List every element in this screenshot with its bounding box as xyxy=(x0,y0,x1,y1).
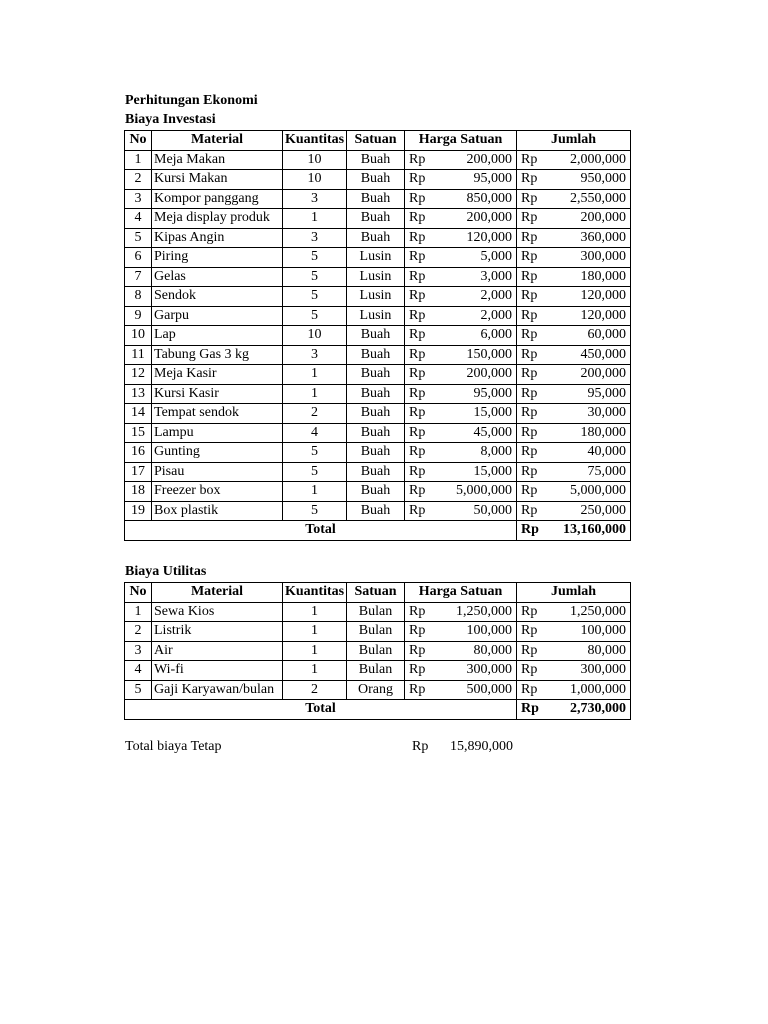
cell-quantity: 1 xyxy=(283,209,347,229)
cell-unit: Bulan xyxy=(347,602,405,622)
cell-quantity: 1 xyxy=(283,482,347,502)
table-row xyxy=(125,345,631,365)
cell-material: Garpu xyxy=(152,306,283,326)
total-amount: 13,160,000 xyxy=(553,521,631,541)
cell-material: Kursi Makan xyxy=(152,170,283,190)
cell-no: 13 xyxy=(125,384,152,404)
cell-amount-currency: Rp xyxy=(517,462,553,482)
cell-price: 50,000 xyxy=(441,501,517,521)
cell-quantity: 10 xyxy=(283,170,347,190)
total-amount: 2,730,000 xyxy=(553,700,631,720)
cell-price: 120,000 xyxy=(441,228,517,248)
cell-unit: Lusin xyxy=(347,306,405,326)
cell-amount-currency: Rp xyxy=(517,345,553,365)
table-row xyxy=(125,326,631,346)
cell-unit: Buah xyxy=(347,482,405,502)
cell-amount-currency: Rp xyxy=(517,482,553,502)
cell-no: 17 xyxy=(125,462,152,482)
cell-price: 80,000 xyxy=(441,641,517,661)
cell-no: 5 xyxy=(125,228,152,248)
cell-quantity: 1 xyxy=(283,365,347,385)
cell-amount: 180,000 xyxy=(553,267,631,287)
investasi-total-row xyxy=(125,521,631,541)
cell-price: 95,000 xyxy=(441,384,517,404)
cell-material: Sewa Kios xyxy=(152,602,283,622)
cell-price-currency: Rp xyxy=(405,404,441,424)
cell-price: 15,000 xyxy=(441,462,517,482)
cell-no: 7 xyxy=(125,267,152,287)
cell-unit: Buah xyxy=(347,345,405,365)
cell-amount-currency: Rp xyxy=(517,443,553,463)
table-row xyxy=(125,443,631,463)
cell-amount-currency: Rp xyxy=(517,306,553,326)
cell-price-currency: Rp xyxy=(405,661,441,681)
cell-price-currency: Rp xyxy=(405,248,441,268)
table-row xyxy=(125,404,631,424)
cell-price-currency: Rp xyxy=(405,602,441,622)
cell-price-currency: Rp xyxy=(405,641,441,661)
total-label: Total xyxy=(125,700,517,720)
cell-quantity: 1 xyxy=(283,384,347,404)
table-row xyxy=(125,661,631,681)
cell-material: Lampu xyxy=(152,423,283,443)
col-header-amount: Jumlah xyxy=(517,131,631,151)
cell-no: 10 xyxy=(125,326,152,346)
col-header-amount: Jumlah xyxy=(517,583,631,603)
cell-price: 200,000 xyxy=(441,209,517,229)
table-row xyxy=(125,384,631,404)
cell-price-currency: Rp xyxy=(405,501,441,521)
cell-amount: 100,000 xyxy=(553,622,631,642)
cell-amount: 250,000 xyxy=(553,501,631,521)
cell-price-currency: Rp xyxy=(405,384,441,404)
table-row xyxy=(125,423,631,443)
cell-material: Wi-fi xyxy=(152,661,283,681)
cell-quantity: 5 xyxy=(283,248,347,268)
cell-amount: 120,000 xyxy=(553,287,631,307)
cell-no: 12 xyxy=(125,365,152,385)
table-row xyxy=(125,189,631,209)
cell-price: 8,000 xyxy=(441,443,517,463)
table-row xyxy=(125,209,631,229)
cell-price-currency: Rp xyxy=(405,345,441,365)
cell-unit: Buah xyxy=(347,189,405,209)
cell-material: Piring xyxy=(152,248,283,268)
cell-no: 8 xyxy=(125,287,152,307)
cell-price: 3,000 xyxy=(441,267,517,287)
table-row xyxy=(125,602,631,622)
cell-amount-currency: Rp xyxy=(517,602,553,622)
table-header-row xyxy=(125,131,631,151)
cell-price-currency: Rp xyxy=(405,622,441,642)
col-header-qty: Kuantitas xyxy=(283,583,347,603)
cell-material: Gelas xyxy=(152,267,283,287)
cell-amount: 300,000 xyxy=(553,661,631,681)
cell-no: 1 xyxy=(125,150,152,170)
cell-price-currency: Rp xyxy=(405,170,441,190)
cell-amount: 120,000 xyxy=(553,306,631,326)
summary-rp: Rp xyxy=(412,739,429,754)
cell-material: Freezer box xyxy=(152,482,283,502)
cell-quantity: 5 xyxy=(283,287,347,307)
cell-price: 1,250,000 xyxy=(441,602,517,622)
utilitas-body xyxy=(125,602,631,700)
col-header-unit: Satuan xyxy=(347,583,405,603)
col-header-qty: Kuantitas xyxy=(283,131,347,151)
cell-amount-currency: Rp xyxy=(517,423,553,443)
cell-amount-currency: Rp xyxy=(517,404,553,424)
cell-amount: 2,550,000 xyxy=(553,189,631,209)
cell-quantity: 10 xyxy=(283,150,347,170)
cell-quantity: 5 xyxy=(283,501,347,521)
cell-price: 150,000 xyxy=(441,345,517,365)
cell-price: 200,000 xyxy=(441,365,517,385)
cell-amount-currency: Rp xyxy=(517,228,553,248)
cell-amount-currency: Rp xyxy=(517,170,553,190)
cell-material: Gaji Karyawan/bulan xyxy=(152,680,283,700)
cell-price: 5,000 xyxy=(441,248,517,268)
cell-amount-currency: Rp xyxy=(517,326,553,346)
cell-price-currency: Rp xyxy=(405,306,441,326)
cell-amount-currency: Rp xyxy=(517,287,553,307)
cell-material: Sendok xyxy=(152,287,283,307)
cell-amount-currency: Rp xyxy=(517,267,553,287)
cell-unit: Lusin xyxy=(347,287,405,307)
cell-price-currency: Rp xyxy=(405,423,441,443)
col-header-material: Material xyxy=(152,131,283,151)
table-row xyxy=(125,482,631,502)
cell-unit: Bulan xyxy=(347,641,405,661)
cell-no: 2 xyxy=(125,170,152,190)
cell-amount-currency: Rp xyxy=(517,209,553,229)
cell-material: Meja Kasir xyxy=(152,365,283,385)
cell-price-currency: Rp xyxy=(405,680,441,700)
cell-unit: Bulan xyxy=(347,622,405,642)
cell-amount: 95,000 xyxy=(553,384,631,404)
cell-unit: Buah xyxy=(347,365,405,385)
cell-material: Tabung Gas 3 kg xyxy=(152,345,283,365)
cell-amount-currency: Rp xyxy=(517,641,553,661)
cell-material: Tempat sendok xyxy=(152,404,283,424)
table-row xyxy=(125,365,631,385)
cell-unit: Buah xyxy=(347,150,405,170)
cell-quantity: 5 xyxy=(283,462,347,482)
cell-quantity: 5 xyxy=(283,267,347,287)
total-rp: Rp xyxy=(517,521,553,541)
cell-material: Kursi Kasir xyxy=(152,384,283,404)
cell-quantity: 5 xyxy=(283,306,347,326)
cell-no: 14 xyxy=(125,404,152,424)
col-header-price: Harga Satuan xyxy=(405,131,517,151)
cell-quantity: 3 xyxy=(283,345,347,365)
cell-price-currency: Rp xyxy=(405,267,441,287)
cell-quantity: 3 xyxy=(283,189,347,209)
cell-unit: Buah xyxy=(347,209,405,229)
utilitas-total-row xyxy=(125,700,631,720)
cell-unit: Lusin xyxy=(347,248,405,268)
cell-no: 16 xyxy=(125,443,152,463)
cell-no: 4 xyxy=(125,209,152,229)
cell-amount: 5,000,000 xyxy=(553,482,631,502)
cell-price: 2,000 xyxy=(441,306,517,326)
investasi-table xyxy=(124,130,631,541)
cell-unit: Buah xyxy=(347,228,405,248)
cell-material: Pisau xyxy=(152,462,283,482)
cell-unit: Buah xyxy=(347,384,405,404)
total-label: Total xyxy=(125,521,517,541)
table-row xyxy=(125,462,631,482)
cell-price-currency: Rp xyxy=(405,209,441,229)
cell-amount-currency: Rp xyxy=(517,622,553,642)
cell-material: Gunting xyxy=(152,443,283,463)
table-row xyxy=(125,680,631,700)
cell-amount: 30,000 xyxy=(553,404,631,424)
cell-quantity: 1 xyxy=(283,602,347,622)
cell-unit: Buah xyxy=(347,423,405,443)
cell-quantity: 1 xyxy=(283,661,347,681)
cell-amount-currency: Rp xyxy=(517,680,553,700)
cell-material: Listrik xyxy=(152,622,283,642)
col-header-no: No xyxy=(125,131,152,151)
cell-amount: 950,000 xyxy=(553,170,631,190)
utilitas-heading: Biaya Utilitas xyxy=(125,564,207,579)
table-row xyxy=(125,306,631,326)
cell-amount: 75,000 xyxy=(553,462,631,482)
cell-no: 15 xyxy=(125,423,152,443)
cell-unit: Buah xyxy=(347,501,405,521)
cell-amount: 200,000 xyxy=(553,209,631,229)
cell-price: 6,000 xyxy=(441,326,517,346)
cell-no: 2 xyxy=(125,622,152,642)
cell-unit: Lusin xyxy=(347,267,405,287)
cell-amount: 2,000,000 xyxy=(553,150,631,170)
cell-amount-currency: Rp xyxy=(517,501,553,521)
cell-amount-currency: Rp xyxy=(517,150,553,170)
table-row xyxy=(125,501,631,521)
cell-material: Meja Makan xyxy=(152,150,283,170)
cell-price: 15,000 xyxy=(441,404,517,424)
cell-amount-currency: Rp xyxy=(517,248,553,268)
cell-material: Kompor panggang xyxy=(152,189,283,209)
table-row xyxy=(125,248,631,268)
table-row xyxy=(125,641,631,661)
cell-no: 1 xyxy=(125,602,152,622)
table-row xyxy=(125,228,631,248)
cell-no: 19 xyxy=(125,501,152,521)
cell-price-currency: Rp xyxy=(405,287,441,307)
cell-no: 9 xyxy=(125,306,152,326)
cell-price-currency: Rp xyxy=(405,365,441,385)
cell-price-currency: Rp xyxy=(405,326,441,346)
cell-price: 2,000 xyxy=(441,287,517,307)
cell-no: 18 xyxy=(125,482,152,502)
cell-price: 95,000 xyxy=(441,170,517,190)
cell-unit: Buah xyxy=(347,462,405,482)
cell-amount: 40,000 xyxy=(553,443,631,463)
cell-price: 850,000 xyxy=(441,189,517,209)
col-header-price: Harga Satuan xyxy=(405,583,517,603)
cell-no: 6 xyxy=(125,248,152,268)
cell-price-currency: Rp xyxy=(405,228,441,248)
cell-quantity: 1 xyxy=(283,641,347,661)
cell-price: 45,000 xyxy=(441,423,517,443)
cell-material: Meja display produk xyxy=(152,209,283,229)
cell-quantity: 5 xyxy=(283,443,347,463)
utilitas-table xyxy=(124,582,631,720)
table-row xyxy=(125,150,631,170)
cell-no: 3 xyxy=(125,641,152,661)
investasi-body xyxy=(125,150,631,521)
cell-quantity: 2 xyxy=(283,680,347,700)
cell-unit: Buah xyxy=(347,170,405,190)
cell-amount: 80,000 xyxy=(553,641,631,661)
cell-price-currency: Rp xyxy=(405,189,441,209)
cell-price-currency: Rp xyxy=(405,443,441,463)
cell-quantity: 10 xyxy=(283,326,347,346)
total-rp: Rp xyxy=(517,700,553,720)
cell-unit: Bulan xyxy=(347,661,405,681)
cell-no: 3 xyxy=(125,189,152,209)
table-row xyxy=(125,622,631,642)
cell-no: 5 xyxy=(125,680,152,700)
cell-material: Kipas Angin xyxy=(152,228,283,248)
cell-unit: Buah xyxy=(347,404,405,424)
cell-price-currency: Rp xyxy=(405,482,441,502)
cell-unit: Buah xyxy=(347,326,405,346)
cell-amount-currency: Rp xyxy=(517,365,553,385)
col-header-material: Material xyxy=(152,583,283,603)
cell-amount: 300,000 xyxy=(553,248,631,268)
cell-price: 100,000 xyxy=(441,622,517,642)
cell-material: Air xyxy=(152,641,283,661)
table-row xyxy=(125,170,631,190)
cell-amount: 450,000 xyxy=(553,345,631,365)
cell-price: 300,000 xyxy=(441,661,517,681)
summary-label: Total biaya Tetap xyxy=(125,739,222,754)
cell-amount: 360,000 xyxy=(553,228,631,248)
cell-amount: 1,250,000 xyxy=(553,602,631,622)
cell-price: 5,000,000 xyxy=(441,482,517,502)
cell-amount: 1,000,000 xyxy=(553,680,631,700)
cell-amount-currency: Rp xyxy=(517,384,553,404)
cell-price: 500,000 xyxy=(441,680,517,700)
cell-material: Lap xyxy=(152,326,283,346)
cell-amount: 180,000 xyxy=(553,423,631,443)
summary-amount: 15,890,000 xyxy=(450,739,513,754)
col-header-unit: Satuan xyxy=(347,131,405,151)
cell-quantity: 2 xyxy=(283,404,347,424)
table-row xyxy=(125,267,631,287)
cell-unit: Orang xyxy=(347,680,405,700)
cell-amount: 200,000 xyxy=(553,365,631,385)
investasi-heading: Biaya Investasi xyxy=(125,112,216,127)
cell-amount-currency: Rp xyxy=(517,189,553,209)
page-title: Perhitungan Ekonomi xyxy=(125,93,258,108)
cell-price-currency: Rp xyxy=(405,462,441,482)
cell-price: 200,000 xyxy=(441,150,517,170)
cell-unit: Buah xyxy=(347,443,405,463)
cell-no: 11 xyxy=(125,345,152,365)
cell-price-currency: Rp xyxy=(405,150,441,170)
cell-quantity: 4 xyxy=(283,423,347,443)
cell-amount: 60,000 xyxy=(553,326,631,346)
cell-no: 4 xyxy=(125,661,152,681)
table-row xyxy=(125,287,631,307)
table-header-row xyxy=(125,583,631,603)
col-header-no: No xyxy=(125,583,152,603)
cell-quantity: 1 xyxy=(283,622,347,642)
cell-quantity: 3 xyxy=(283,228,347,248)
cell-amount-currency: Rp xyxy=(517,661,553,681)
cell-material: Box plastik xyxy=(152,501,283,521)
